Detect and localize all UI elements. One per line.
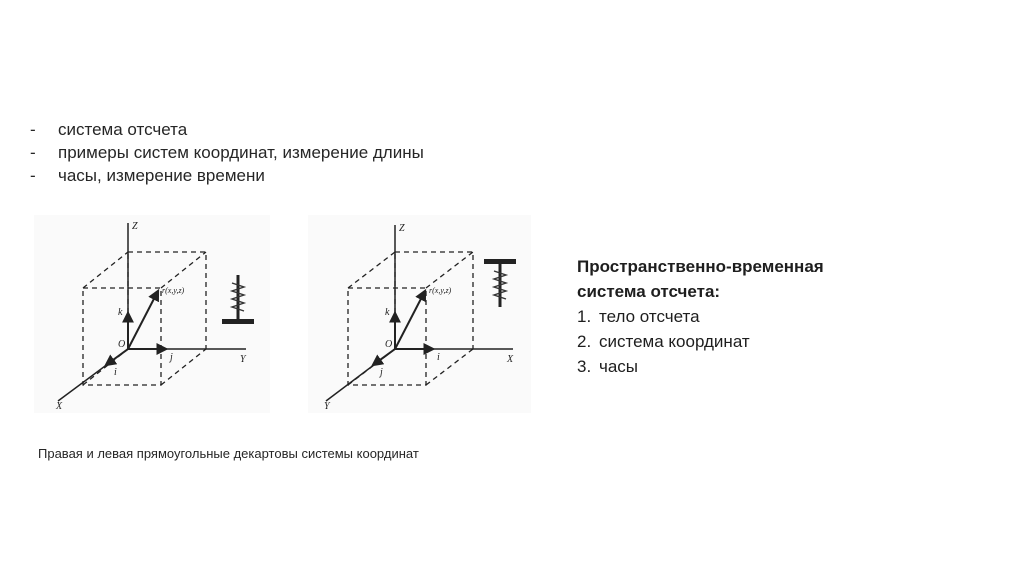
list-item: 2. система координат bbox=[577, 332, 750, 351]
position-vector-r bbox=[395, 291, 425, 349]
right-handed-axes-diagram bbox=[34, 215, 270, 413]
position-vector-r bbox=[128, 291, 158, 349]
clock-icon bbox=[222, 275, 254, 324]
origin-label: O bbox=[118, 339, 126, 350]
topic-item: - часы, измерение времени bbox=[30, 166, 265, 185]
x-axis-label: X bbox=[507, 354, 514, 365]
unit-vector-i bbox=[106, 349, 128, 365]
j-label: j bbox=[380, 367, 383, 378]
i-label: i bbox=[114, 367, 117, 378]
x-axis-label: X bbox=[56, 401, 63, 412]
topic-item: - примеры систем координат, измерение длины bbox=[30, 143, 424, 162]
right-handed-coordinate-figure bbox=[34, 215, 270, 413]
left-handed-coordinate-figure bbox=[308, 215, 531, 413]
reference-frame-list bbox=[577, 304, 824, 379]
z-axis-label: Z bbox=[399, 223, 405, 234]
vector-label: r(x,y,z) bbox=[429, 286, 452, 295]
z-axis-label: Z bbox=[132, 221, 138, 232]
list-item: 3. часы bbox=[577, 357, 639, 376]
y-axis-label: Y bbox=[240, 354, 246, 365]
vector-label: r(x,y,z) bbox=[162, 286, 185, 295]
j-label: j bbox=[170, 352, 173, 363]
reference-frame-title-line1: Пространственно-временная bbox=[577, 257, 824, 276]
clock-icon bbox=[484, 259, 516, 307]
y-axis-label: Y bbox=[324, 401, 330, 412]
unit-vector-j bbox=[373, 349, 395, 365]
origin-label: O bbox=[385, 339, 393, 350]
list-item: 1. тело отсчета bbox=[577, 307, 700, 326]
topic-text: система отсчета bbox=[58, 120, 188, 139]
topic-text: примеры систем координат, измерение длины bbox=[58, 143, 424, 162]
topic-item: - система отсчета bbox=[30, 120, 188, 139]
reference-frame-title-line2: система отсчета: bbox=[577, 282, 721, 301]
left-handed-axes-diagram bbox=[308, 215, 531, 413]
reference-frame-block bbox=[577, 254, 824, 379]
topic-text: часы, измерение времени bbox=[58, 166, 265, 185]
figure-caption: Правая и левая прямоугольные декартовы системы координат bbox=[38, 446, 419, 461]
topic-list bbox=[30, 118, 424, 187]
k-label: k bbox=[385, 307, 390, 318]
i-label: i bbox=[437, 352, 440, 363]
k-label: k bbox=[118, 307, 123, 318]
